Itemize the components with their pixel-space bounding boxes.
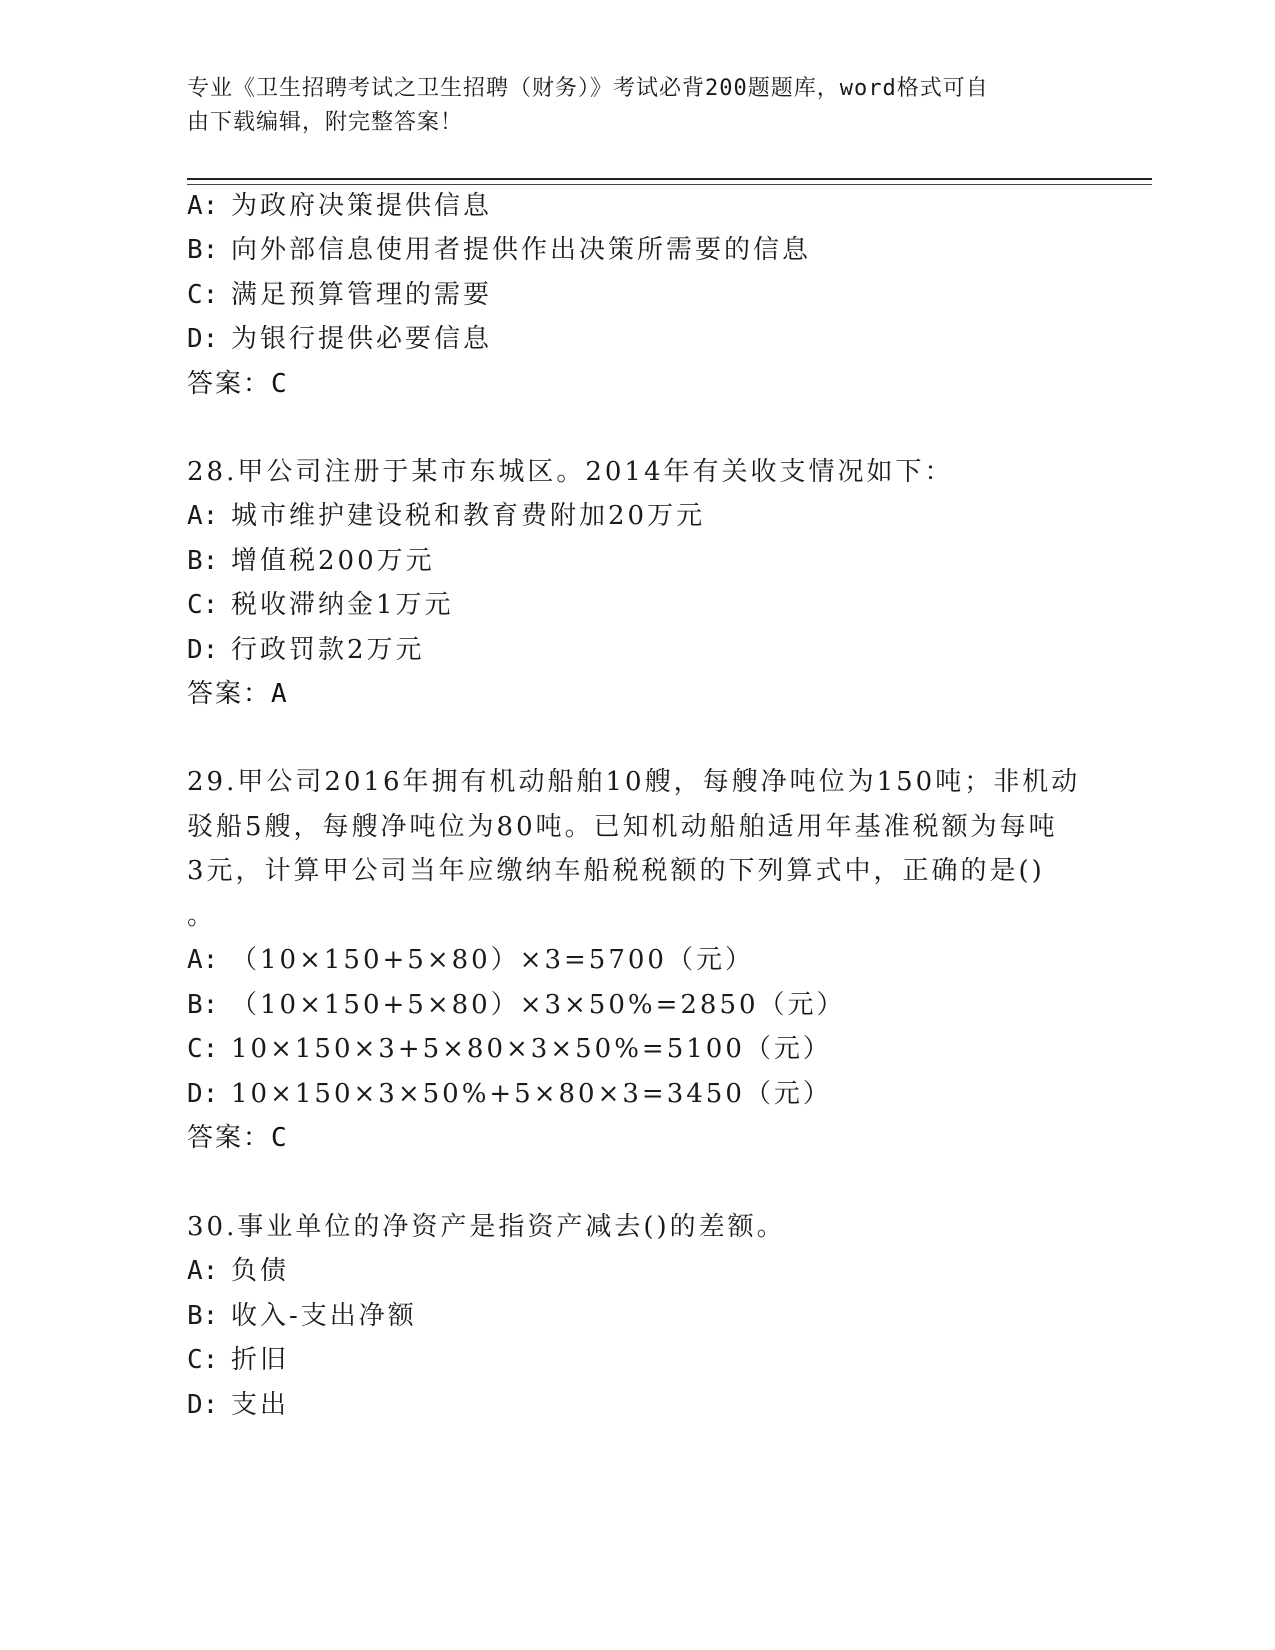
option-label: B: xyxy=(187,1301,219,1331)
option-label: A: xyxy=(187,1256,219,1286)
option-label: C: xyxy=(187,280,219,310)
option-text: 收入-支出净额 xyxy=(231,1301,417,1331)
option-text: （10×150+5×80）×3×50%=2850（元） xyxy=(231,990,846,1020)
q28-option-d xyxy=(187,634,425,666)
q29-stem-line-3: 3元，计算甲公司当年应缴纳车船税税额的下列算式中，正确的是() xyxy=(187,856,1045,886)
option-text: 10×150×3×50%+5×80×3=3450（元） xyxy=(231,1079,832,1109)
option-text: 为政府决策提供信息 xyxy=(231,191,493,221)
answer-value: A xyxy=(271,679,289,709)
q30-option-b xyxy=(187,1300,417,1332)
q28-option-c xyxy=(187,589,454,621)
q29-option-b xyxy=(187,989,846,1021)
q28-stem: 28.甲公司注册于某市东城区。2014年有关收支情况如下： xyxy=(187,457,954,487)
document-header xyxy=(187,72,1087,140)
header-line-2: 由下载编辑，附完整答案！ xyxy=(187,110,464,135)
header-line-1: 专业《卫生招聘考试之卫生招聘（财务）》考试必背200题题库，word格式可自 xyxy=(187,76,989,101)
q30-option-a xyxy=(187,1255,289,1287)
option-label: D: xyxy=(187,324,219,354)
header-divider-thin xyxy=(187,184,1152,185)
q27-option-d xyxy=(187,323,492,355)
answer-value: C xyxy=(271,369,289,399)
q27-answer xyxy=(187,368,289,400)
q29-stem-line-1: 29.甲公司2016年拥有机动船舶10艘，每艘净吨位为150吨；非机动 xyxy=(187,767,1081,797)
option-label: C: xyxy=(187,1034,219,1064)
option-text: 税收滞纳金1万元 xyxy=(231,590,454,620)
option-text: 城市维护建设税和教育费附加20万元 xyxy=(231,501,706,531)
option-label: B: xyxy=(187,235,219,265)
option-label: A: xyxy=(187,191,219,221)
option-text: 向外部信息使用者提供作出决策所需要的信息 xyxy=(231,235,812,265)
q29-stem-line-4: 。 xyxy=(187,901,217,931)
q29-answer xyxy=(187,1122,289,1154)
option-text: 10×150×3+5×80×3×50%=5100（元） xyxy=(231,1034,832,1064)
answer-label: 答案： xyxy=(187,369,272,399)
q30-stem: 30.事业单位的净资产是指资产减去()的差额。 xyxy=(187,1212,786,1242)
option-label: C: xyxy=(187,590,219,620)
q27-option-b xyxy=(187,234,811,266)
option-text: 增值税200万元 xyxy=(231,546,435,576)
q29-stem-line-2: 驳船5艘，每艘净吨位为80吨。已知机动船舶适用年基准税额为每吨 xyxy=(187,812,1058,842)
option-label: D: xyxy=(187,1390,219,1420)
q27-option-c xyxy=(187,279,492,311)
option-label: D: xyxy=(187,1079,219,1109)
q28-option-b xyxy=(187,545,435,577)
q30-option-c xyxy=(187,1344,289,1376)
q29-option-d xyxy=(187,1078,832,1110)
q27-option-a xyxy=(187,190,492,222)
option-text: 满足预算管理的需要 xyxy=(231,280,493,310)
option-text: 行政罚款2万元 xyxy=(231,635,425,665)
q28-answer xyxy=(187,678,289,710)
option-text: （10×150+5×80）×3=5700（元） xyxy=(231,945,754,975)
option-label: A: xyxy=(187,945,219,975)
option-text: 支出 xyxy=(231,1390,290,1420)
answer-value: C xyxy=(271,1123,289,1153)
q30-option-d xyxy=(187,1389,289,1421)
option-text: 为银行提供必要信息 xyxy=(231,324,493,354)
option-text: 折旧 xyxy=(231,1345,290,1375)
q29-option-c xyxy=(187,1033,832,1065)
answer-label: 答案： xyxy=(187,1123,272,1153)
answer-label: 答案： xyxy=(187,679,272,709)
option-label: C: xyxy=(187,1345,219,1375)
option-label: A: xyxy=(187,501,219,531)
option-label: B: xyxy=(187,990,219,1020)
option-label: D: xyxy=(187,635,219,665)
q29-option-a xyxy=(187,944,754,976)
option-text: 负债 xyxy=(231,1256,290,1286)
header-divider-thick xyxy=(187,178,1152,180)
option-label: B: xyxy=(187,546,219,576)
q28-option-a xyxy=(187,500,705,532)
